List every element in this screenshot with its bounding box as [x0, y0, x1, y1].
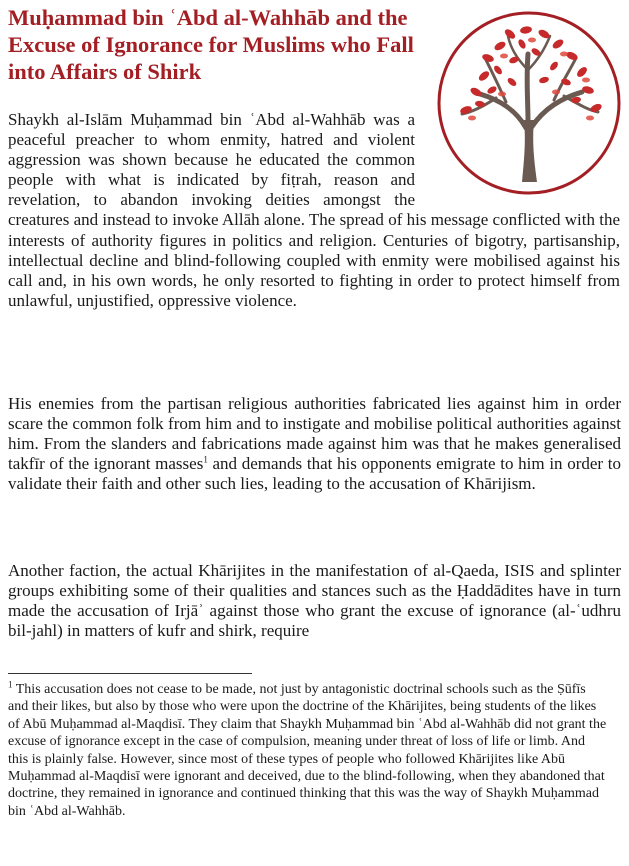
page-title: Muḥammad bin ʿAbd al-Wahhāb and the Excuse of Ignorance for Muslims who Fall into Affairs of Shirk — [8, 5, 414, 84]
paragraph-2: His enemies from the partisan religious authorities fabricated lies against him in order scare the common folk from him and to instigate and mobilise political authorities against him. From the slanders and fabrications made against him was that he makes generalised takfīr of the ignorant masses$^1$ and demands that his opponents emigrate to him in order to validate their faith and other such lies, leading to the accusation of Khārijism. — [8, 394, 622, 494]
footnote-reference[interactable]: 1 — [203, 454, 208, 465]
footnote-divider — [8, 673, 252, 674]
paragraph-3: Another faction, the actual Khārijites in the manifestation of al-Qaeda, ISIS and splinter groups exhibiting some of their qualities and stances such as the Ḥaddādites have in turn made the accusation of Irjāʾ against those who grant the excuse of ignorance (al-ʿudhru bil-jahl) in matters of kufr and shirk, require — [8, 561, 621, 641]
footnote: $^1$ This accusation does not cease to be made, not just by antagonistic doctrinal schools such as the Ṣūfīs and their likes, but also by those who were upon the doctrine of the Khārijites, being students of the likes of Abū Muḥammad al-Maqdisī. They claim that Shaykh Muḥammad bin ʿAbd al-Wahhāb did not grant the excuse of ignorance except in the case of compulsion, meaning under threat of loss of life or limb. And this is plainly false. However, since most of these types of people who followed Khārijites like Abū Muḥammad al-Maqdisī were ignorant and deceived, due to the blind-following, when they abandoned that doctrine, they remained in ignorance and continued thinking that this was the way of Shaykh Muḥammad bin ʿAbd al-Wahhāb. — [8, 679, 607, 819]
paragraph-1: Shaykh al-Islām Muḥammad bin ʿAbd al-Wahhāb was a peaceful preacher to whom enmity, hatred and violent aggression was shown because he educated the common people with what is indicated by fiṭrah, reason and revelation, to abandon invoking deities amongst the creatures and instead to invoke Allāh alone. The spread of his message conflicted with the interests of authority figures in politics and religion. Centuries of bigotry, partisanship, intellectual decline and blind-following coupled with enmity were mobilised against his call and, in his own words, he only resorted to fighting in order to protect himself from unlawful, unjustified, oppressive violence. — [8, 110, 620, 310]
footnote-marker: 1 — [8, 679, 13, 690]
